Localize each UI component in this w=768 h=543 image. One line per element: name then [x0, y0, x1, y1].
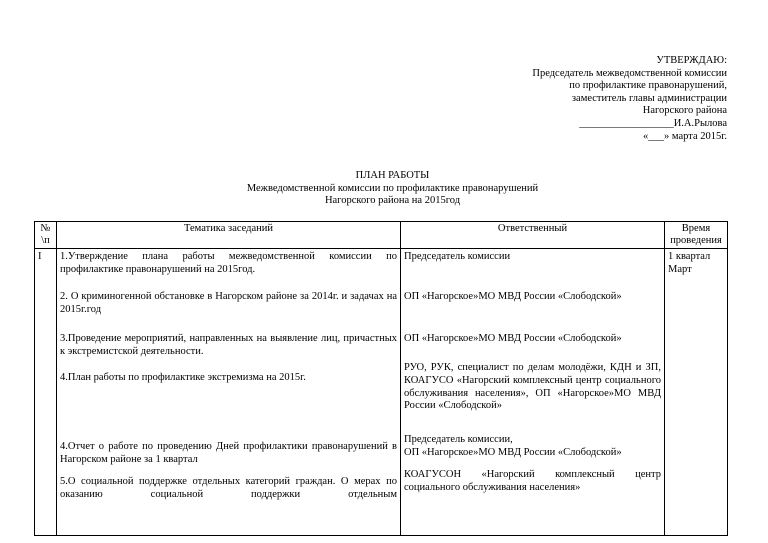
- row-time-cell: [665, 249, 728, 536]
- title-line-1: ПЛАН РАБОТЫ: [355, 170, 430, 181]
- responsible-item-4: РУО, РУК, специалист по делам молодёжи, КДН и ЗП, КОАГУСО «Нагорский комплексный центр социального обслуживания населения», ОП «Нагорское»МО МВД России «Слободской»: [404, 362, 661, 412]
- row-topics-cell: [57, 249, 401, 536]
- approval-date: «___» марта 2015г.: [643, 130, 727, 142]
- approval-line-1: Председатель межведомственной комиссии: [532, 67, 727, 79]
- approval-line-2: по профилактике правонарушений,: [569, 80, 727, 92]
- row-num-cell: [35, 249, 57, 536]
- approval-signature: __________________И.А.Рылова: [579, 117, 727, 129]
- topic-item-4: 4.План работы по профилактике экстремизма на 2015г.: [60, 372, 306, 384]
- responsible-item-3: ОП «Нагорское»МО МВД России «Слободской»: [404, 333, 622, 345]
- table-header-row: [35, 222, 728, 249]
- document-title: [140, 170, 645, 208]
- approval-line-4: Нагорского района: [642, 105, 727, 117]
- time-period: 1 квартал: [668, 251, 711, 263]
- responsible-item-6: ОП «Нагорское»МО МВД России «Слободской»: [404, 447, 622, 459]
- approval-heading: УТВЕРЖДАЮ:: [656, 55, 727, 66]
- header-time: [665, 222, 728, 249]
- responsible-item-1: Председатель комиссии: [404, 251, 511, 263]
- title-line-2: Межведомственной комиссии по профилактике правонарушений: [246, 182, 539, 194]
- topic-item-6: 5.О социальной поддержке отдельных категорий граждан. О мерах по оказанию социальной поддержки отдельным: [60, 476, 397, 500]
- header-num-line-2: \п: [41, 235, 50, 247]
- approval-line-3: заместитель главы администрации: [571, 92, 727, 104]
- topic-item-5: 4.Отчет о работе по проведению Дней профилактики правонарушений в Нагорском районе за 1 квартал: [60, 441, 397, 465]
- header-time-line-1: Время: [681, 223, 711, 234]
- title-line-3: Нагорского района на 2015год: [324, 195, 461, 207]
- header-topic: Тематика заседаний: [57, 222, 401, 249]
- responsible-item-7: КОАГУСОН «Нагорский комплексный центр социального обслуживания населения»: [404, 469, 661, 493]
- header-num-line-1: №: [40, 223, 51, 234]
- header-time-line-2: проведения: [670, 235, 722, 247]
- work-plan-table: [34, 221, 728, 536]
- topic-item-2: 2. О криминогенной обстановке в Нагорском районе за 2014г. и задачах на 2015г.год: [60, 291, 397, 315]
- responsible-item-5: Председатель комиссии,: [404, 434, 513, 446]
- time-month: Март: [668, 264, 692, 275]
- responsible-item-2: ОП «Нагорское»МО МВД России «Слободской»: [404, 291, 622, 303]
- row-responsible-cell: [401, 249, 665, 536]
- header-num: [35, 222, 57, 249]
- row-num: I: [38, 251, 42, 263]
- approval-block: [467, 55, 727, 143]
- table-row: [35, 249, 728, 536]
- topic-item-3: 3.Проведение мероприятий, направленных на выявление лиц, причастных к экстремистской деятельности.: [60, 333, 397, 357]
- header-responsible: Ответственный: [401, 222, 665, 249]
- topic-item-1: 1.Утверждение плана работы межведомственной комиссии по профилактике правонарушений на 2015год.: [60, 251, 397, 275]
